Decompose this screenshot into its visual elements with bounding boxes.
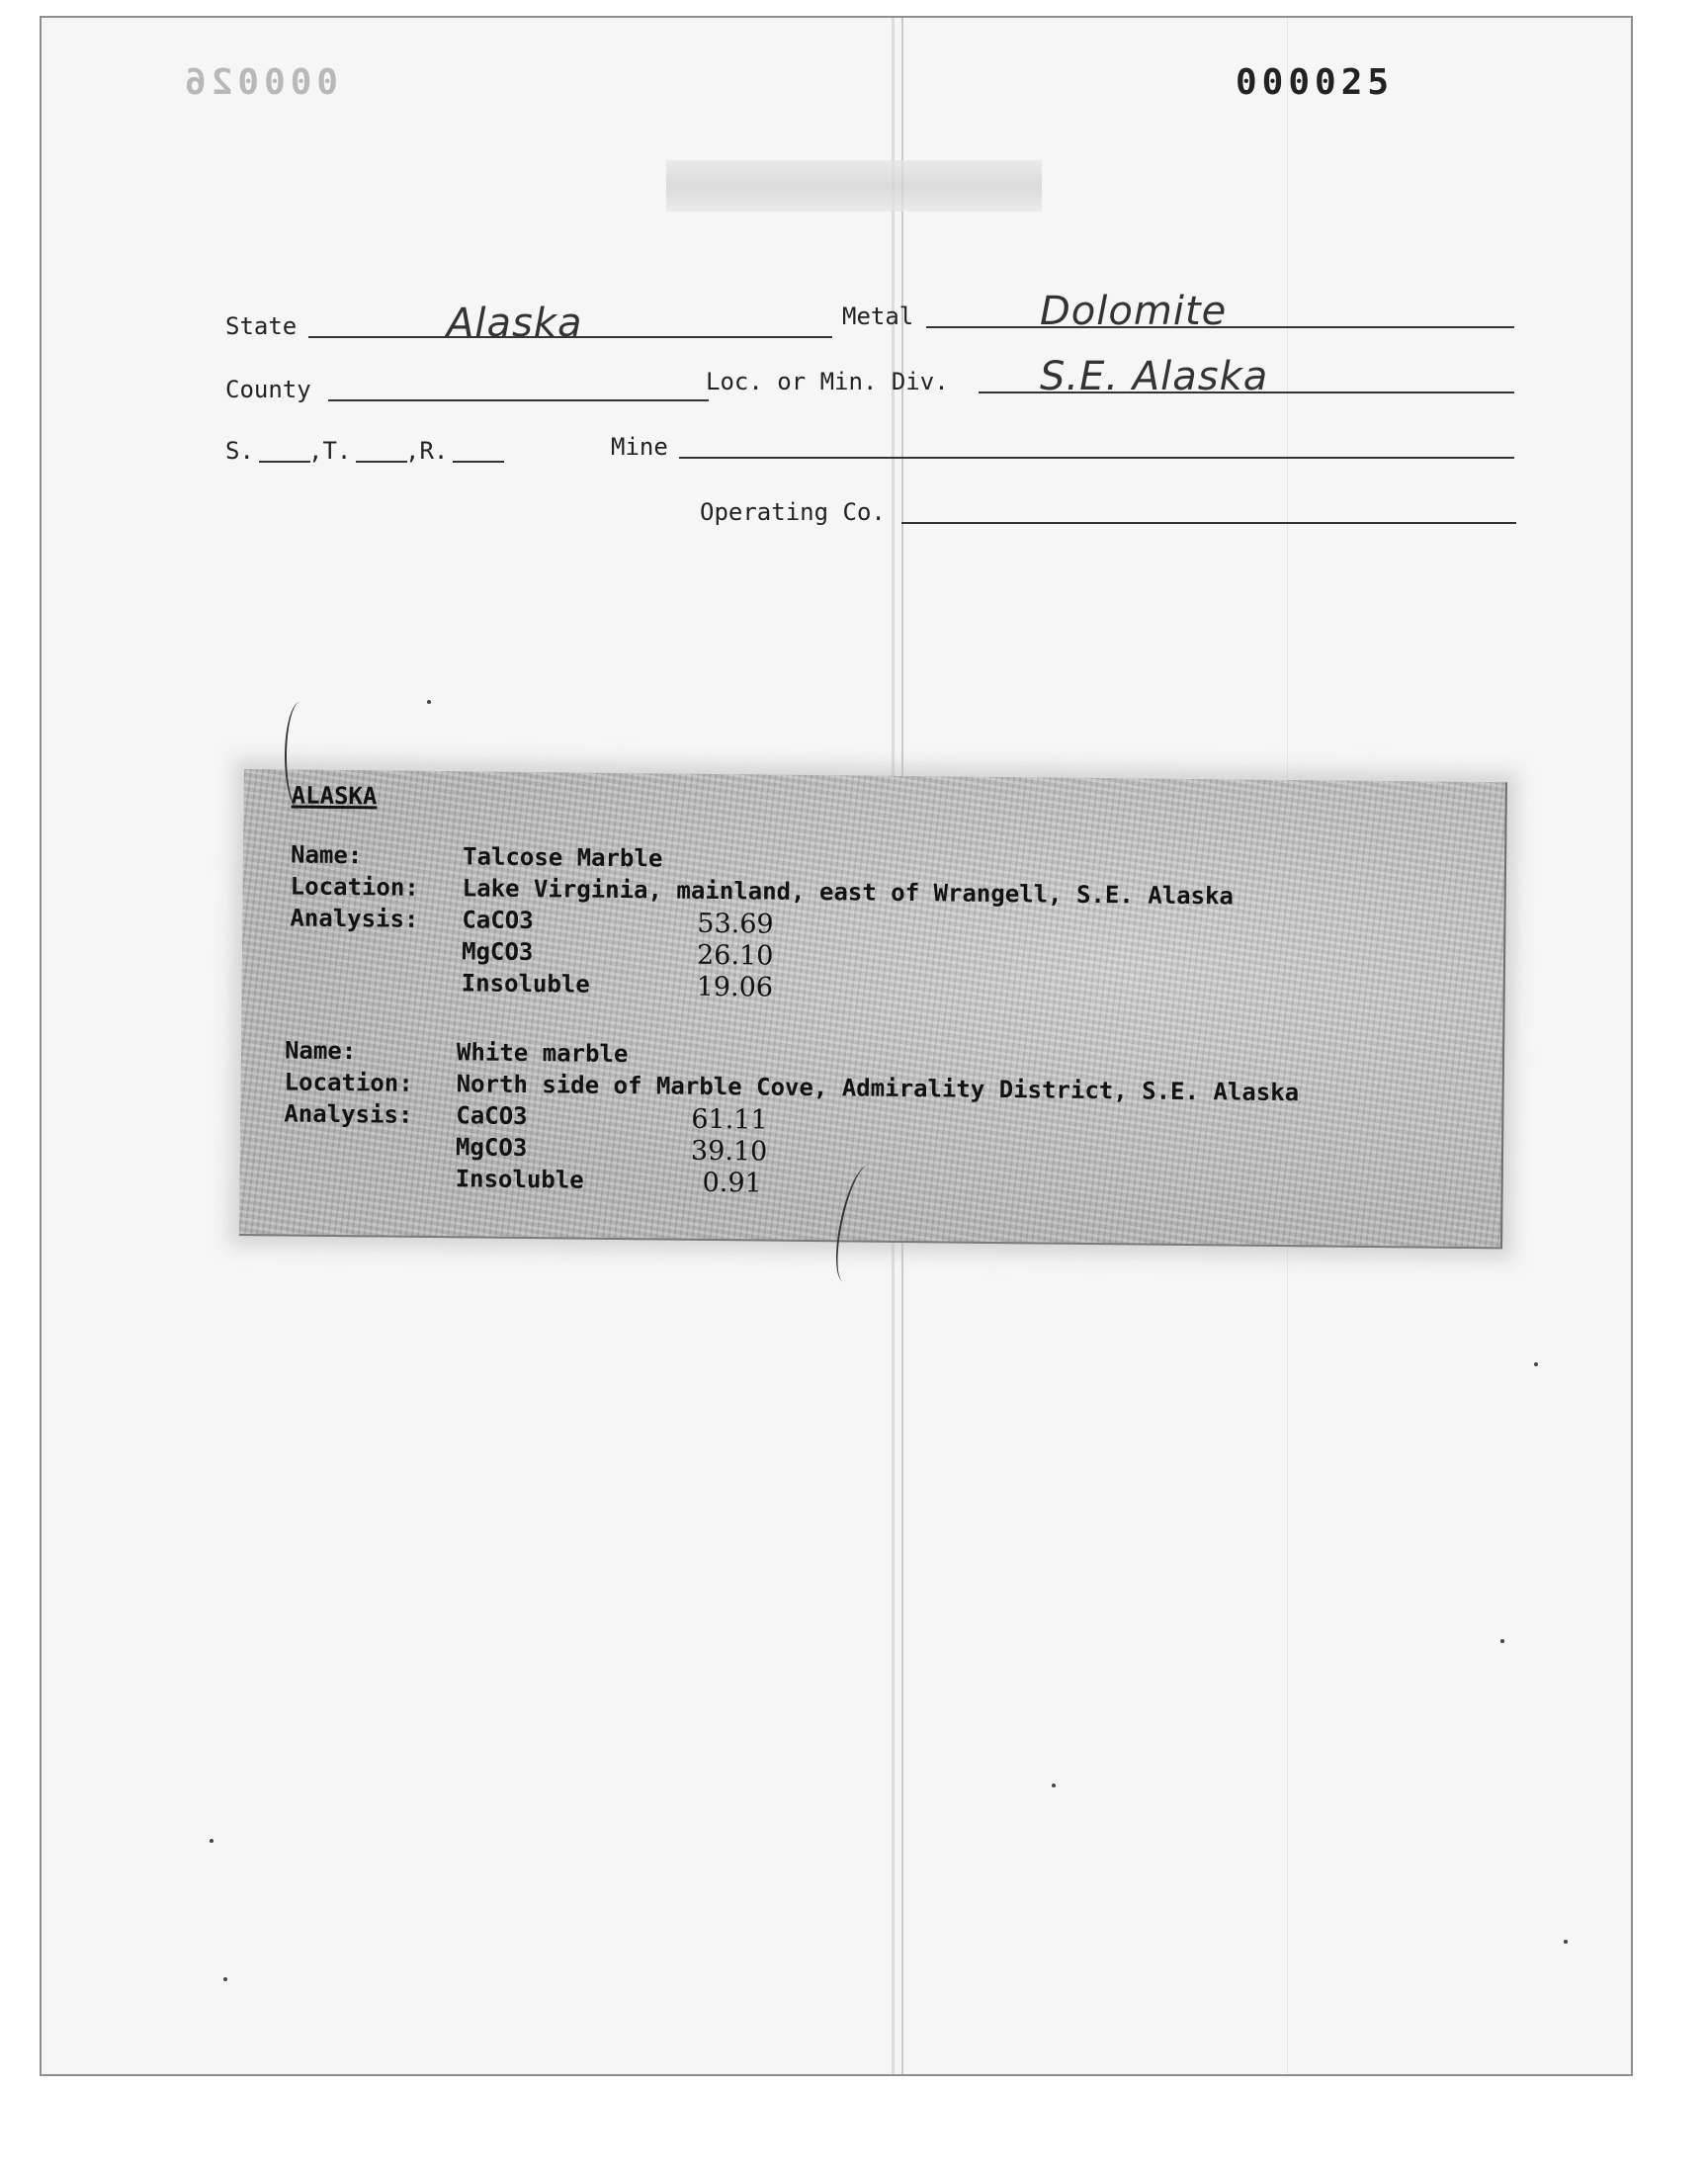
entry2-location: North side of Marble Cove, Admirality District, S.E. Alaska [456,1070,1300,1107]
mirrored-doc-number: 000026 [180,62,339,103]
pen-bracket-left [285,702,316,811]
entry2-location-label: Location: [284,1068,413,1097]
range-label: ,R. [405,437,449,465]
metal-label: Metal [842,303,914,330]
entry1-component-caco3: CaCO3 [462,906,534,935]
speck [1052,1784,1056,1787]
speck [1534,1362,1538,1366]
bleed-through-smudge [666,160,1042,212]
mine-underline [679,457,1514,459]
speck [1500,1639,1504,1643]
speck [1564,1940,1568,1944]
section-label: S. [225,437,254,465]
operating-co-label: Operating Co. [700,498,886,526]
clipping-heading: ALASKA [291,781,378,811]
range-underline [453,461,504,463]
entry1-name-label: Name: [290,840,363,870]
entry1-component-insoluble: Insoluble [461,969,590,999]
state-label: State [225,312,298,340]
entry2-component-mgco3: MgCO3 [455,1133,528,1163]
section-underline [259,461,310,463]
entry2-value-insoluble: 0.91 [702,1167,762,1199]
speck [223,1977,227,1981]
entry1-value-mgco3: 26.10 [696,939,774,972]
entry1-name: Talcose Marble [462,842,663,873]
entry2-analysis-label: Analysis: [284,1099,413,1129]
doc-number: 000025 [1236,62,1395,103]
entry2-name: White marble [456,1038,629,1069]
state-value: Alaska [447,301,583,346]
mine-label: Mine [611,433,668,461]
entry2-value-mgco3: 39.10 [690,1135,768,1168]
entry1-value-caco3: 53.69 [697,908,774,940]
township-label: ,T. [308,437,352,465]
speck [427,700,431,704]
township-underline [356,461,407,463]
entry2-component-insoluble: Insoluble [455,1165,584,1194]
entry1-analysis-label: Analysis: [290,904,419,933]
loc-value: S.E. Alaska [1040,354,1269,399]
entry1-location-label: Location: [290,872,419,902]
entry1-value-insoluble: 19.06 [696,971,774,1003]
entry2-name-label: Name: [284,1036,357,1066]
entry1-location: Lake Virginia, mainland, east of Wrangell, S.E. Alaska [462,874,1235,911]
metal-value: Dolomite [1040,289,1228,334]
county-underline [328,399,709,401]
county-label: County [225,376,311,403]
scanned-page [40,16,1633,2076]
speck [210,1839,214,1843]
operating-co-underline [901,522,1516,524]
entry2-component-caco3: CaCO3 [456,1101,528,1131]
entry1-component-mgco3: MgCO3 [461,937,534,967]
loc-label: Loc. or Min. Div. [706,368,949,395]
entry2-value-caco3: 61.11 [691,1103,768,1136]
